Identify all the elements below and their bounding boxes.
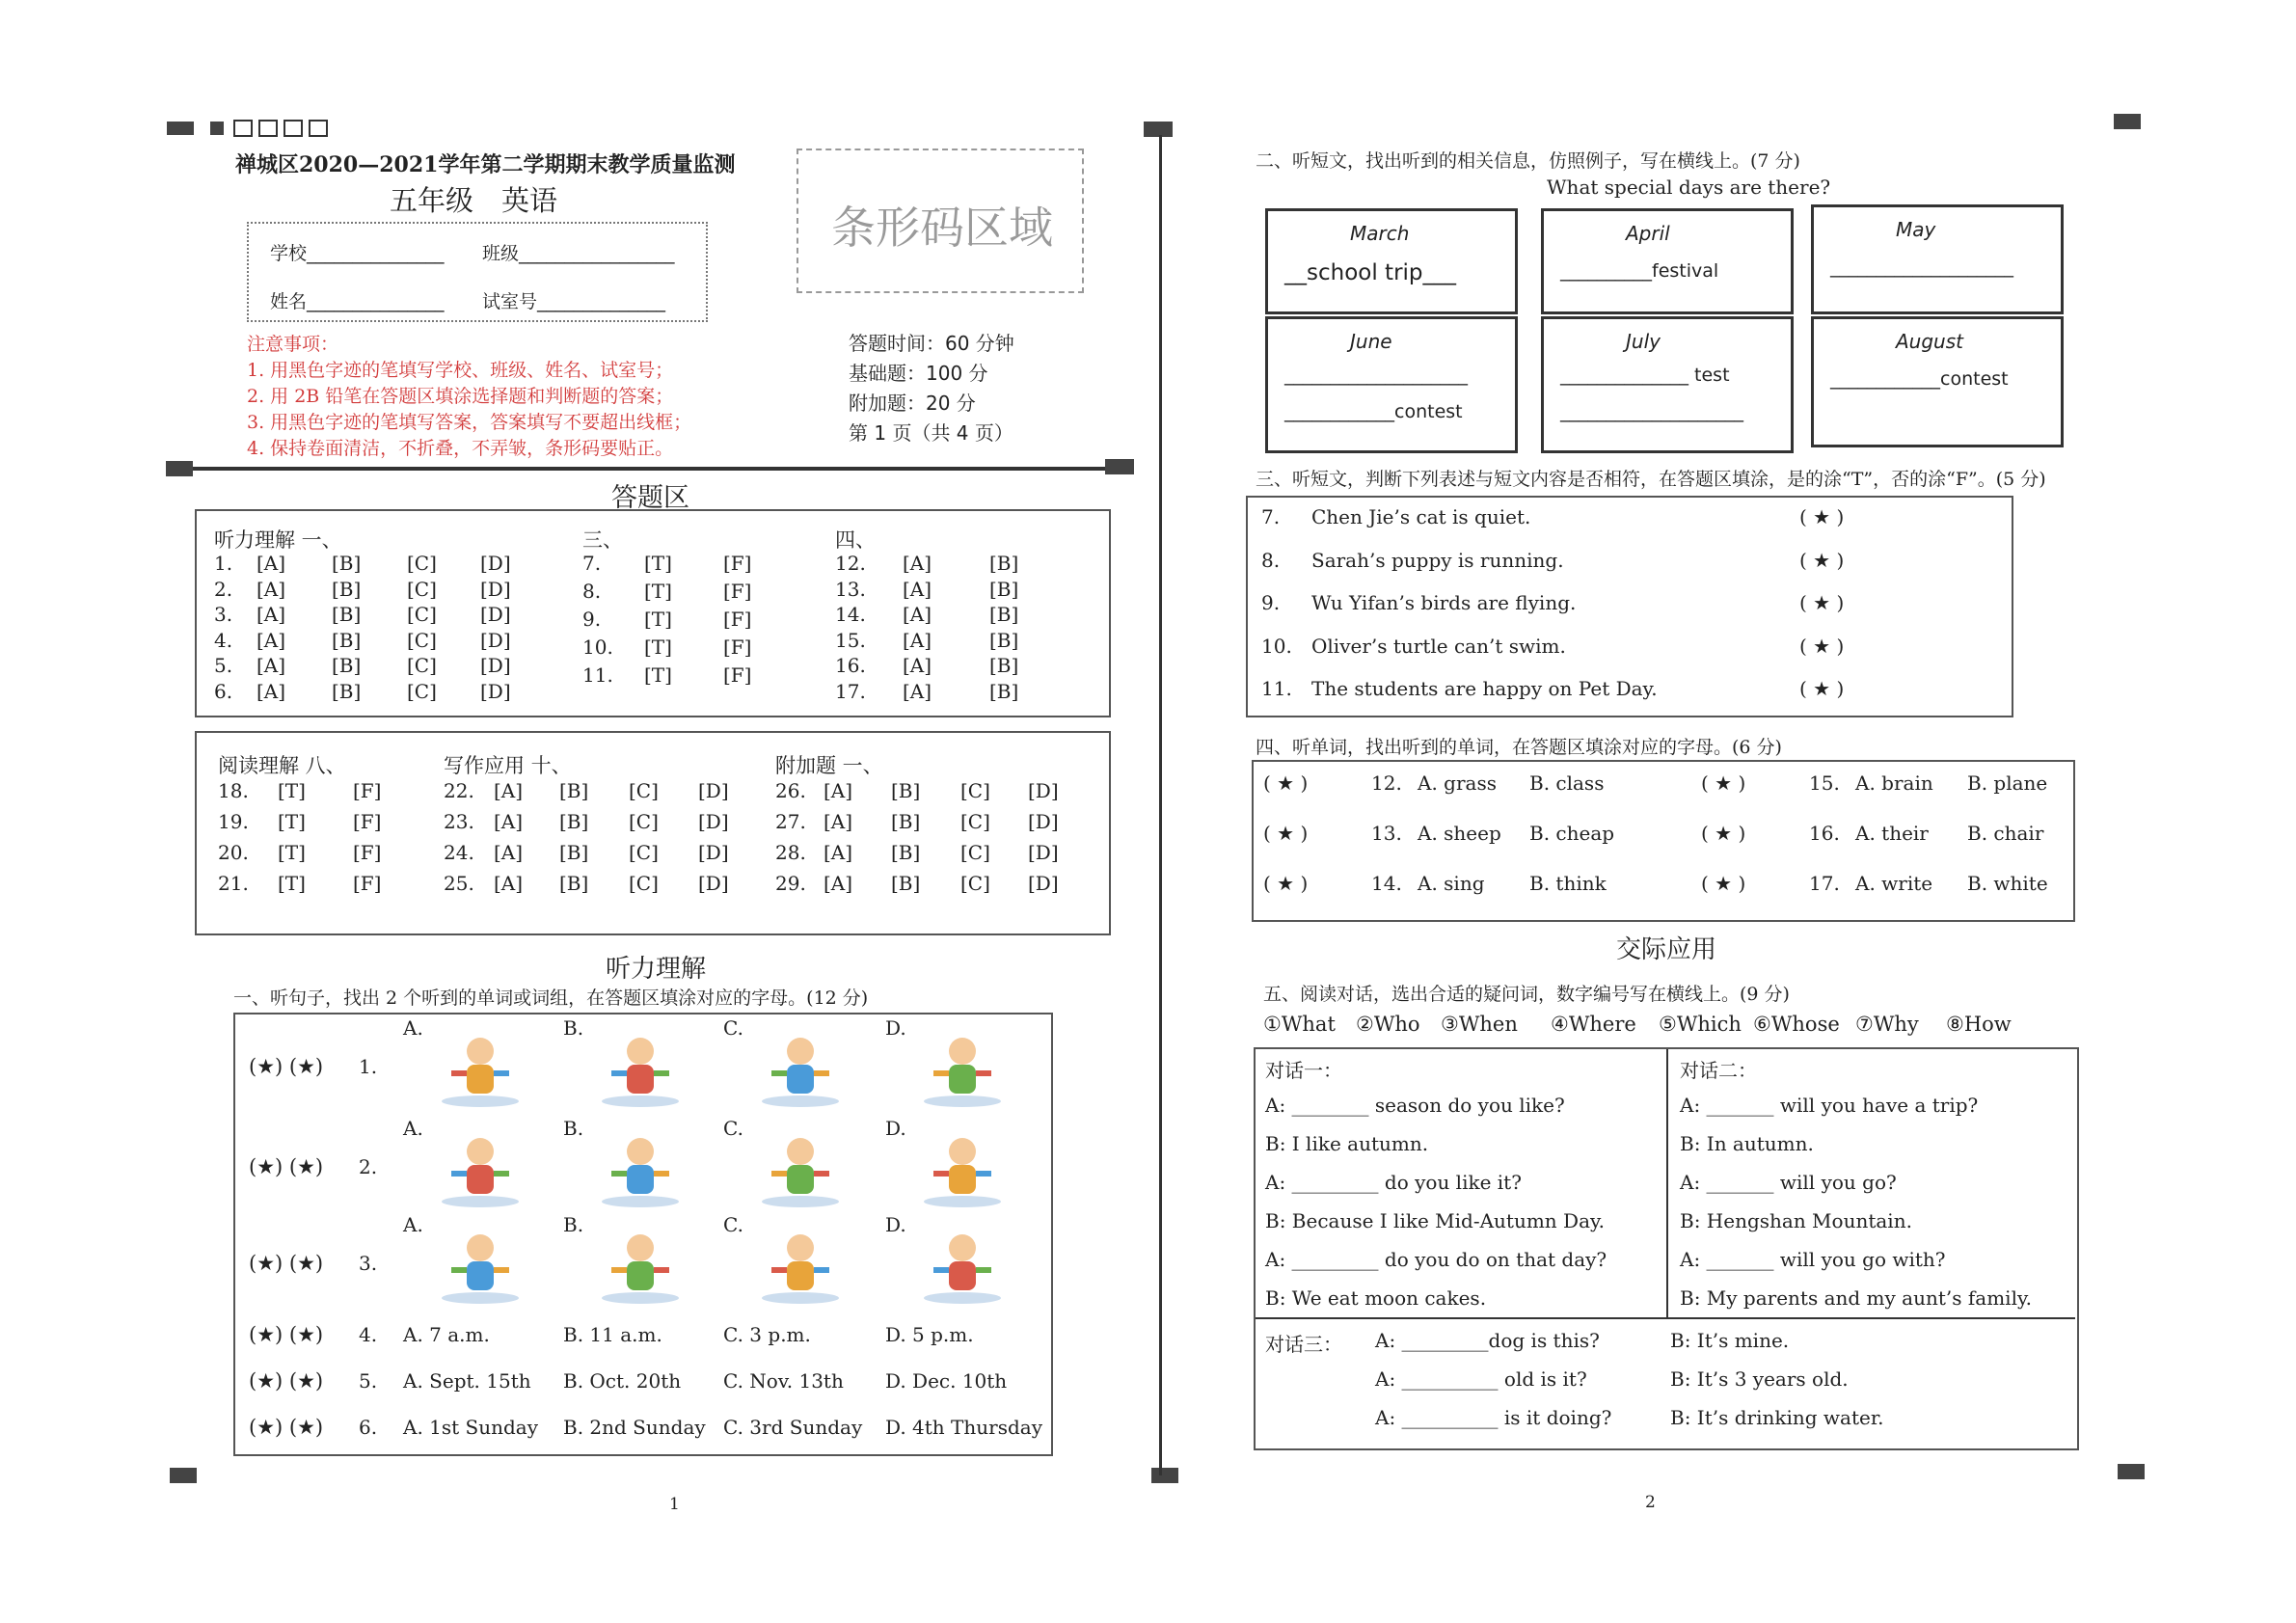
answer-bubble[interactable]: [C] [629,872,659,895]
option-letter: A. [403,1213,423,1236]
question-word-option: ⑥Whose [1753,1013,1840,1036]
question-number: 10. [582,636,613,659]
question-number: 8. [582,580,602,603]
answer-stars: (★) (★) [249,1369,324,1393]
section4-instruction: 四、听单词，找出听到的单词，在答题区填涂对应的字母。(6 分) [1256,737,1782,758]
option-illustration [592,1128,689,1209]
option-illustration [914,1225,1011,1306]
question-number: 29. [775,872,806,895]
option-c: C. 3rd Sunday [723,1416,863,1439]
answer-bubble[interactable]: [D] [480,552,511,575]
card-answer-line[interactable]: __school trip___ [1284,260,1457,285]
question-number: 9. [582,608,602,631]
exam-title: 禅城区2020—2021学年第二学期期末教学质量监测 [235,152,736,177]
statement-text: Chen Jie’s cat is quiet. [1311,505,1531,528]
section-label: 阅读理解 八、 [218,754,346,777]
option-c: C. Nov. 13th [723,1369,844,1393]
answer-bubble[interactable]: [C] [407,654,437,677]
question-number: 1. [359,1055,378,1078]
question-word-option: ①What [1263,1013,1336,1036]
answer-bubble[interactable]: [F] [723,552,752,575]
question-word-option: ②Who [1356,1013,1420,1036]
answer-bubble[interactable]: [A] [824,779,853,802]
answer-bubble[interactable]: [F] [353,810,382,833]
question-word-option: ⑤Which [1659,1013,1742,1036]
corner-marker [2114,114,2141,129]
answer-bubble[interactable]: [D] [1028,841,1059,864]
question-number: 25. [444,872,474,895]
option-d: D. Dec. 10th [885,1369,1008,1393]
option-b: B. white [1967,872,2048,895]
card-answer-line[interactable]: ____________contest [1830,368,2009,390]
section-label: 听力理解 一、 [214,528,342,552]
answer-bubble[interactable]: [A] [257,628,286,652]
section5-title: 交际应用 [1616,935,1717,964]
answer-bubble[interactable]: [A] [257,654,286,677]
question-number: 16. [835,654,866,677]
option-a: A. Sept. 15th [403,1369,531,1393]
question-number: 22. [444,779,474,802]
question-number: 10. [1261,634,1292,658]
option-b: B. chair [1967,822,2044,845]
question-number: 5. [359,1369,378,1393]
school-field[interactable]: 学校_______________ [270,243,445,264]
listening-instruction: 一、听句子，找出 2 个听到的单词或词组，在答题区填涂对应的字母。(12 分) [233,987,869,1009]
card-answer-line[interactable]: ____________________ [1830,257,2013,278]
checkbox-mark [233,120,253,137]
exam-extra-score: 附加题：20 分 [849,392,976,415]
dialogue3-answer: B: It’s mine. [1670,1329,1790,1352]
card-answer-line[interactable]: ____________________ [1284,365,1468,386]
question-number: 17. [1809,872,1840,895]
answer-mark[interactable]: ( ★ ) [1799,634,1845,658]
answer-bubble[interactable]: [F] [353,779,382,802]
question-number: 6. [214,679,233,703]
name-field[interactable]: 姓名_______________ [270,291,445,312]
question-number: 13. [1371,822,1402,845]
question-number: 3. [359,1252,378,1275]
answer-stars: (★) (★) [249,1155,324,1178]
section2-instruction: 二、听短文，找出听到的相关信息，仿照例子，写在横线上。(7 分) [1256,150,1800,172]
header-divider [193,467,1105,471]
answer-bubble[interactable]: [A] [257,577,286,601]
answer-bubble[interactable]: [C] [960,841,990,864]
answer-bubble[interactable]: [D] [698,810,729,833]
option-letter: A. [403,1117,423,1140]
question-number: 16. [1809,822,1840,845]
option-letter: C. [723,1213,743,1236]
option-letter: A. [403,1016,423,1040]
corner-marker [210,122,224,135]
option-illustration [432,1028,528,1109]
option-a: A. their [1855,822,1929,845]
question-number: 13. [835,577,866,601]
question-number: 19. [218,810,249,833]
answer-mark[interactable]: ( ★ ) [1263,872,1309,895]
corner-marker [170,1468,197,1483]
answer-bubble[interactable]: [D] [480,654,511,677]
option-a: A. write [1855,872,1933,895]
option-b: B. cheap [1529,822,1615,845]
dialogue1-title: 对话一： [1265,1059,1342,1082]
option-illustration [432,1225,528,1306]
answer-bubble[interactable]: [C] [407,603,437,626]
option-a: A. sing [1418,872,1485,895]
question-number: 21. [218,872,249,895]
answer-bubble[interactable]: [D] [480,603,511,626]
answer-bubble[interactable]: [B] [332,654,362,677]
statement-text: Oliver’s turtle can’t swim. [1311,634,1566,658]
answer-bubble[interactable]: [F] [353,872,382,895]
dialogue1-line[interactable]: A: _________ do you like it? [1265,1171,1522,1194]
answer-bubble[interactable]: [B] [332,577,362,601]
option-illustration [592,1028,689,1109]
answer-bubble[interactable]: [C] [407,552,437,575]
answer-stars: (★) (★) [249,1055,324,1078]
answer-bubble[interactable]: [T] [644,608,672,631]
answer-bubble[interactable]: [T] [644,552,672,575]
dialogue2-line: B: My parents and my aunt’s family. [1680,1286,2032,1310]
answer-bubble[interactable]: [B] [891,841,921,864]
option-a: A. 7 a.m. [403,1323,490,1346]
question-number: 11. [1261,677,1292,700]
option-a: A. 1st Sunday [403,1416,539,1439]
answer-bubble[interactable]: [B] [989,603,1019,626]
question-number: 24. [444,841,474,864]
question-number: 27. [775,810,806,833]
answer-bubble[interactable]: [D] [1028,810,1059,833]
card-month: July [1626,330,1661,353]
question-number: 9. [1261,591,1281,614]
option-b: B. 11 a.m. [563,1323,662,1346]
option-letter: B. [563,1016,584,1040]
exam-subtitle: 五年级 英语 [390,184,558,217]
answer-stars: (★) (★) [249,1416,324,1439]
question-number: 2. [359,1155,378,1178]
statement-text: Wu Yifan’s birds are flying. [1311,591,1577,614]
answer-mark[interactable]: ( ★ ) [1701,872,1746,895]
answer-bubble[interactable]: [A] [824,810,853,833]
section-label: 三、 [582,528,623,552]
option-letter: C. [723,1016,743,1040]
answer-mark[interactable]: ( ★ ) [1799,548,1845,572]
question-number: 7. [1261,505,1281,528]
answer-bubble[interactable]: [B] [332,628,362,652]
dialogue1-line[interactable]: A: ________ season do you like? [1265,1094,1565,1117]
option-letter: B. [563,1117,584,1140]
card-answer-line[interactable]: ____________________ [1560,401,1743,422]
question-number: 4. [359,1323,378,1346]
option-illustration [752,1028,849,1109]
answer-bubble[interactable]: [B] [332,679,362,703]
answer-bubble[interactable]: [B] [891,810,921,833]
section5-instruction: 五、阅读对话，选出合适的疑问词，数字编号写在横线上。(9 分) [1263,984,1790,1005]
corner-marker [1151,1468,1178,1483]
answer-bubble[interactable]: [A] [824,872,853,895]
corner-marker [1105,459,1134,474]
answer-bubble[interactable]: [F] [723,608,752,631]
section-label: 附加题 一、 [775,754,883,777]
answer-bubble[interactable]: [B] [989,577,1019,601]
dialogue-divider-h [1256,1317,2075,1319]
question-number: 26. [775,779,806,802]
answer-bubble[interactable]: [C] [960,872,990,895]
listening-title: 听力理解 [606,955,707,984]
answer-bubble[interactable]: [B] [332,552,362,575]
exam-basic-score: 基础题：100 分 [849,362,988,385]
answer-bubble[interactable]: [A] [257,552,286,575]
question-word-option: ⑧How [1946,1013,2012,1036]
section-label: 四、 [835,528,876,552]
card-month: April [1626,222,1670,245]
answer-bubble[interactable]: [T] [644,636,672,659]
card-month: June [1350,330,1392,353]
answer-bubble[interactable]: [A] [903,552,932,575]
dialogue2-line: B: In autumn. [1680,1132,1814,1155]
corner-marker [1144,122,1173,137]
option-c: C. 3 p.m. [723,1323,811,1346]
question-number: 4. [214,628,233,652]
statement-text: The students are happy on Pet Day. [1311,677,1658,700]
answer-bubble[interactable]: [D] [480,577,511,601]
checkbox-mark [309,120,328,137]
answer-bubble[interactable]: [B] [891,779,921,802]
answer-bubble[interactable]: [D] [480,628,511,652]
dialogue1-line: B: I like autumn. [1265,1132,1429,1155]
question-number: 17. [835,679,866,703]
answer-mark[interactable]: ( ★ ) [1263,771,1309,795]
answer-bubble[interactable]: [B] [989,552,1019,575]
answer-bubble[interactable]: [D] [480,679,511,703]
card-answer-line[interactable]: __________festival [1560,260,1719,282]
answer-bubble[interactable]: [T] [278,810,306,833]
answer-bubble[interactable]: [A] [903,654,932,677]
option-illustration [432,1128,528,1209]
answer-bubble[interactable]: [D] [698,872,729,895]
dialogue2-title: 对话二： [1680,1059,1757,1082]
dialogue1-line[interactable]: A: _________ do you do on that day? [1265,1248,1607,1271]
answer-bubble[interactable]: [C] [629,841,659,864]
dialogue2-line[interactable]: A: _______ will you go? [1680,1171,1897,1194]
answer-bubble[interactable]: [F] [723,663,752,687]
answer-bubble[interactable]: [F] [353,841,382,864]
dialogue3-question[interactable]: A: __________ old is it? [1375,1367,1587,1391]
answer-mark[interactable]: ( ★ ) [1799,591,1845,614]
answer-mark[interactable]: ( ★ ) [1799,677,1845,700]
page-number: 1 [669,1495,680,1514]
option-letter: D. [885,1016,906,1040]
answer-bubble[interactable]: [B] [891,872,921,895]
answer-bubble[interactable]: [C] [960,779,990,802]
answer-bubble[interactable]: [A] [494,779,524,802]
option-letter: D. [885,1117,906,1140]
barcode-label: 条形码区域 [831,202,1053,254]
answer-bubble[interactable]: [C] [407,679,437,703]
answer-bubble[interactable]: [A] [257,603,286,626]
note-item: 3. 用黑色字迹的笔填写答案，答案填写不要超出线框； [247,412,692,433]
option-a: A. sheep [1418,822,1501,845]
question-number: 2. [214,577,233,601]
question-number: 14. [835,603,866,626]
note-item: 1. 用黑色字迹的笔填写学校、班级、姓名、试室号； [247,360,674,381]
dialogue3-question[interactable]: A: __________ is it doing? [1375,1406,1612,1429]
answer-bubble[interactable]: [T] [278,841,306,864]
question-word-option: ③When [1441,1013,1518,1036]
checkbox-mark [258,120,278,137]
question-word-option: ⑦Why [1855,1013,1919,1036]
answer-bubble[interactable]: [D] [698,779,729,802]
answer-bubble[interactable]: [C] [629,810,659,833]
dialogue1-line: B: Because I like Mid-Autumn Day. [1265,1209,1605,1232]
card-answer-line[interactable]: ____________contest [1284,401,1463,422]
section-label: 写作应用 十、 [444,754,572,777]
option-illustration [752,1225,849,1306]
question-number: 15. [835,628,866,652]
answer-bubble[interactable]: [A] [494,810,524,833]
question-word-option: ④Where [1551,1013,1636,1036]
option-a: A. brain [1855,771,1933,795]
question-number: 14. [1371,872,1402,895]
option-illustration [752,1128,849,1209]
answer-bubble[interactable]: [B] [989,654,1019,677]
option-a: A. grass [1418,771,1497,795]
option-letter: B. [563,1213,584,1236]
option-b: B. plane [1967,771,2048,795]
answer-bubble[interactable]: [B] [559,872,589,895]
dialogue1-line: B: We eat moon cakes. [1265,1286,1487,1310]
card-answer-line[interactable]: ______________ test [1560,365,1730,386]
answer-mark[interactable]: ( ★ ) [1799,505,1845,528]
option-illustration [914,1128,1011,1209]
page-number: 2 [1645,1493,1656,1512]
statement-text: Sarah’s puppy is running. [1311,548,1564,572]
answer-bubble[interactable]: [C] [407,577,437,601]
dialogue3-answer: B: It’s drinking water. [1670,1406,1884,1429]
corner-marker [2118,1464,2145,1479]
center-divider [1159,135,1162,1475]
option-letter: D. [885,1213,906,1236]
option-b: B. 2nd Sunday [563,1416,706,1439]
corner-marker [167,122,194,135]
answer-bubble[interactable]: [D] [698,841,729,864]
answer-bubble[interactable]: [F] [723,580,752,603]
class-field[interactable]: 班级_________________ [482,243,675,264]
question-number: 15. [1809,771,1840,795]
option-b: B. Oct. 20th [563,1369,682,1393]
answer-bubble[interactable]: [A] [257,679,286,703]
answer-bubble[interactable]: [B] [559,841,589,864]
note-item: 4. 保持卷面清洁，不折叠，不弄皱，条形码要贴正。 [247,438,674,459]
exam-page-info: 第 1 页（共 4 页） [849,421,1013,445]
question-number: 5. [214,654,233,677]
answer-bubble[interactable]: [A] [494,872,524,895]
answer-mark[interactable]: ( ★ ) [1263,822,1309,845]
note-item: 2. 用 2B 铅笔在答题区填涂选择题和判断题的答案； [247,386,674,407]
exam-time: 答题时间：60 分钟 [849,332,1014,355]
answer-bubble[interactable]: [C] [960,810,990,833]
answer-bubble[interactable]: [A] [903,628,932,652]
dialogue-divider-v [1666,1049,1668,1317]
dialogue2-line: B: Hengshan Mountain. [1680,1209,1912,1232]
option-letter: C. [723,1117,743,1140]
card-month: August [1896,330,1963,353]
option-d: D. 5 p.m. [885,1323,974,1346]
question-number: 11. [582,663,613,687]
answer-bubble[interactable]: [A] [903,603,932,626]
option-illustration [914,1028,1011,1109]
dialogue2-line[interactable]: A: _______ will you go with? [1680,1248,1946,1271]
answer-bubble[interactable]: [T] [278,872,306,895]
answer-bubble[interactable]: [A] [903,679,932,703]
question-number: 20. [218,841,249,864]
answer-bubble[interactable]: [A] [494,841,524,864]
answer-bubble[interactable]: [A] [903,577,932,601]
question-number: 7. [582,552,602,575]
room-field[interactable]: 试室号______________ [482,291,666,312]
question-number: 12. [1371,771,1402,795]
answer-bubble[interactable]: [B] [989,679,1019,703]
question-number: 12. [835,552,866,575]
answer-stars: (★) (★) [249,1323,324,1346]
corner-marker [166,461,193,476]
question-number: 28. [775,841,806,864]
dialogue3-answer: B: It’s 3 years old. [1670,1367,1849,1391]
answer-bubble[interactable]: [C] [629,779,659,802]
option-b: B. class [1529,771,1605,795]
question-number: 23. [444,810,474,833]
dialogue3-question[interactable]: A: _________dog is this? [1375,1329,1600,1352]
card-month: May [1896,218,1936,241]
answer-bubble[interactable]: [D] [1028,872,1059,895]
answer-stars: (★) (★) [249,1252,324,1275]
answer-mark[interactable]: ( ★ ) [1701,771,1746,795]
answer-bubble[interactable]: [A] [824,841,853,864]
option-b: B. think [1529,872,1607,895]
answer-area-title: 答题区 [611,483,689,513]
answer-bubble[interactable]: [B] [332,603,362,626]
answer-bubble[interactable]: [T] [278,779,306,802]
answer-mark[interactable]: ( ★ ) [1701,822,1746,845]
dialogue2-line[interactable]: A: _______ will you have a trip? [1680,1094,1979,1117]
answer-bubble[interactable]: [F] [723,636,752,659]
question-number: 1. [214,552,233,575]
dialogue3-title: 对话三： [1265,1333,1342,1356]
card-month: March [1350,222,1410,245]
answer-bubble[interactable]: [T] [644,663,672,687]
section3-instruction: 三、听短文，判断下列表述与短文内容是否相符，在答题区填涂，是的涂“T”，否的涂“F”。(5 分) [1256,469,2046,490]
notes-title: 注意事项： [247,334,339,355]
answer-bubble[interactable]: [B] [989,628,1019,652]
option-d: D. 4th Thursday [885,1416,1042,1439]
answer-bubble[interactable]: [C] [407,628,437,652]
checkbox-mark [284,120,303,137]
answer-bubble[interactable]: [T] [644,580,672,603]
question-number: 8. [1261,548,1281,572]
section2-question: What special days are there? [1547,176,1831,199]
question-number: 6. [359,1416,378,1439]
answer-bubble[interactable]: [D] [1028,779,1059,802]
question-number: 3. [214,603,233,626]
option-illustration [592,1225,689,1306]
answer-bubble[interactable]: [B] [559,810,589,833]
question-number: 18. [218,779,249,802]
answer-bubble[interactable]: [B] [559,779,589,802]
